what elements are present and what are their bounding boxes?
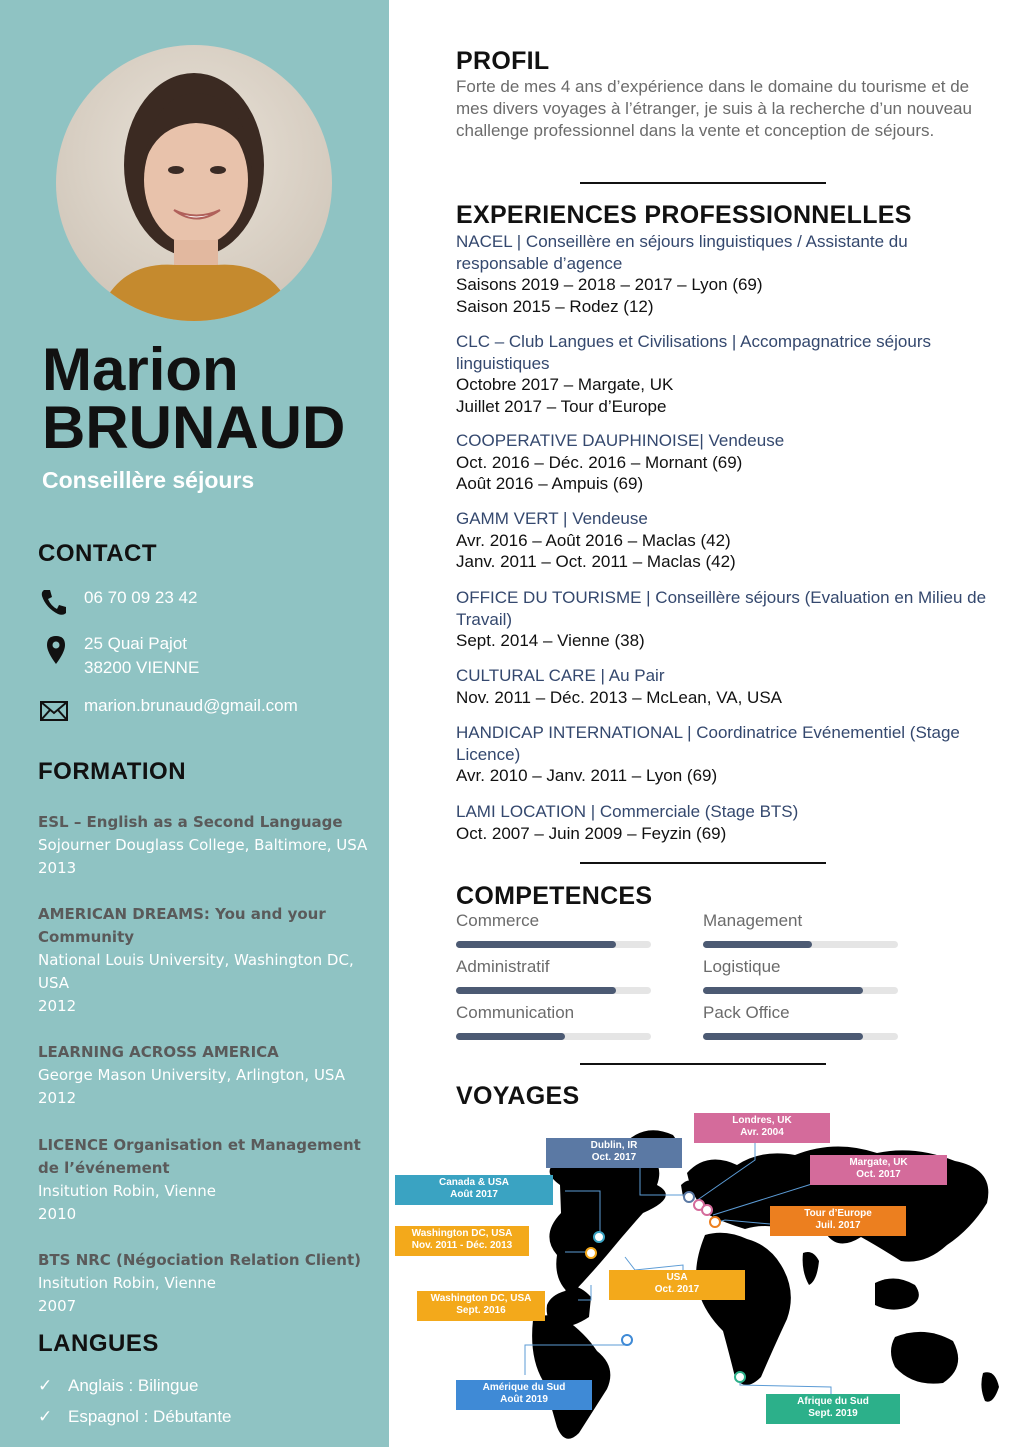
profil-text: Forte de mes 4 ans d’expérience dans le domaine du tourisme et de mes divers voyages à l’étranger, je suis à la recherche d’un nouveau challenge professionnel dans la vente et conception de séjours.: [456, 77, 972, 140]
first-name: Marion: [42, 336, 239, 403]
voyage-place: Canada & USA: [438, 1177, 509, 1188]
voyages-heading: VOYAGES: [456, 1082, 580, 1110]
formation-year: 2010: [38, 1205, 77, 1223]
language-label: Espagnol : Débutante: [68, 1407, 232, 1426]
last-name: BRUNAUD: [42, 394, 346, 461]
formation-school: National Louis University, Washington DC, USA: [38, 951, 354, 992]
voyage-place: Londres, UK: [732, 1115, 792, 1126]
voyage-date: Sept. 2019: [808, 1408, 858, 1419]
skill-bar-fill: [456, 941, 616, 948]
voyage-date: Oct. 2017: [654, 1284, 700, 1295]
voyage-place: Margate, UK: [849, 1157, 908, 1168]
language-item: [38, 1407, 232, 1427]
experience-date: Oct. 2007 – Juin 2009 – Feyzin (69): [456, 823, 727, 843]
voyage-date: Sept. 2016: [456, 1305, 506, 1316]
experience-item: [456, 430, 996, 495]
experiences-heading: EXPERIENCES PROFESSIONNELLES: [456, 201, 912, 229]
divider: [580, 862, 826, 864]
divider: [580, 1063, 826, 1065]
experience-item: [456, 587, 996, 652]
voyage-place: Washington DC, USA: [430, 1293, 532, 1304]
langues-heading: LANGUES: [38, 1330, 159, 1357]
experience-title: COOPERATIVE DAUPHINOISE| Vendeuse: [456, 431, 785, 450]
skill-bar-track: [456, 1033, 651, 1040]
skill-bar-fill: [456, 987, 616, 994]
formation-item: [38, 903, 378, 1018]
formation-title: LEARNING ACROSS AMERICA: [38, 1043, 279, 1061]
experience-item: [456, 331, 996, 417]
experience-date: Nov. 2011 – Déc. 2013 – McLean, VA, USA: [456, 687, 783, 707]
voyage-date: Nov. 2011 - Déc. 2013: [411, 1240, 513, 1251]
formation-item: [38, 1249, 378, 1318]
formation-item: [38, 811, 378, 880]
voyage-date: Oct. 2017: [591, 1152, 637, 1163]
envelope-icon: [38, 694, 70, 726]
formation-school: Insitution Robin, Vienne: [38, 1182, 217, 1200]
phone-icon: [38, 586, 70, 618]
experience-title: NACEL | Conseillère en séjours linguistiques / Assistante du responsable d’agence: [456, 232, 908, 273]
language-label: Anglais : Bilingue: [68, 1376, 199, 1395]
experience-date: Janv. 2011 – Oct. 2011 – Maclas (42): [456, 552, 736, 571]
profile-photo: [56, 45, 332, 321]
formation-item: [38, 1134, 378, 1226]
experience-title: CULTURAL CARE | Au Pair: [456, 666, 665, 685]
voyage-date: Oct. 2017: [856, 1169, 901, 1180]
voyage-place: Amérique du Sud: [482, 1382, 566, 1393]
experience-item: [456, 801, 996, 844]
skill-item: [703, 911, 898, 931]
experience-date: Avr. 2016 – Août 2016 – Maclas (42): [456, 530, 731, 550]
formation-heading: FORMATION: [38, 758, 187, 785]
address: [84, 632, 199, 680]
voyage-date: Juil. 2017: [815, 1220, 861, 1231]
experience-date: Saison 2015 – Rodez (12): [456, 296, 654, 316]
skill-item: [703, 1003, 898, 1023]
voyage-tag: [609, 1270, 745, 1300]
skill-item: [456, 957, 651, 977]
voyage-tag: [456, 1380, 592, 1410]
experience-date: Août 2016 – Ampuis (69): [456, 474, 644, 493]
skill-bar-fill: [703, 1033, 863, 1040]
experience-title: LAMI LOCATION | Commerciale (Stage BTS): [456, 802, 799, 821]
sidebar: [0, 0, 389, 1447]
voyage-tag: [694, 1113, 830, 1143]
skill-bar-fill: [703, 987, 863, 994]
experience-item: [456, 665, 996, 708]
language-item: [38, 1376, 198, 1396]
contact-heading: CONTACT: [38, 540, 158, 567]
divider: [580, 182, 826, 184]
formation-school: George Mason University, Arlington, USA: [38, 1066, 345, 1084]
experience-item: [456, 231, 996, 317]
formation-item: [38, 1041, 378, 1110]
voyage-place: Dublin, IR: [590, 1140, 638, 1151]
skill-bar-track: [703, 987, 898, 994]
email-link[interactable]: marion.brunaud@gmail.com: [84, 696, 298, 715]
voyage-date: Août 2019: [500, 1394, 548, 1405]
experience-title: OFFICE DU TOURISME | Conseillère séjours (Evaluation en Milieu de Travail): [456, 588, 987, 629]
skill-label: Administratif: [456, 957, 550, 976]
check-icon: ✓: [38, 1407, 53, 1426]
experience-item: [456, 508, 996, 573]
formation-title: AMERICAN DREAMS: You and your Community: [38, 905, 326, 946]
experience-item: [456, 722, 996, 787]
voyage-place: Tour d’Europe: [804, 1208, 872, 1219]
skill-bar-fill: [703, 941, 812, 948]
voyage-tag: [395, 1226, 529, 1256]
experience-date: Avr. 2010 – Janv. 2011 – Lyon (69): [456, 766, 718, 785]
skill-item: [456, 1003, 651, 1023]
formation-year: 2013: [38, 859, 77, 877]
skill-bar-track: [456, 987, 651, 994]
formation-title: BTS NRC (Négociation Relation Client): [38, 1251, 361, 1269]
formation-school: Insitution Robin, Vienne: [38, 1274, 217, 1292]
formation-title: LICENCE Organisation et Management de l’événement: [38, 1136, 361, 1177]
voyage-place: Washington DC, USA: [411, 1228, 513, 1239]
voyage-date: Avr. 2004: [740, 1127, 784, 1138]
skill-bar-track: [703, 1033, 898, 1040]
world-map: [395, 1105, 1023, 1447]
experience-title: GAMM VERT | Vendeuse: [456, 509, 648, 528]
voyage-tag: [770, 1206, 906, 1236]
formation-title: ESL – English as a Second Language: [38, 813, 343, 831]
formation-year: 2012: [38, 1089, 77, 1107]
experience-date: Octobre 2017 – Margate, UK: [456, 375, 674, 394]
location-pin-icon: [38, 632, 70, 664]
phone-number[interactable]: 06 70 09 23 42: [84, 588, 198, 607]
skill-label: Commerce: [456, 911, 540, 930]
formation-school: Sojourner Douglass College, Baltimore, USA: [38, 836, 368, 854]
address-line1: 25 Quai Pajot: [84, 634, 188, 653]
competences-heading: COMPETENCES: [456, 882, 653, 910]
skill-label: Pack Office: [703, 1003, 790, 1022]
skill-label: Communication: [456, 1003, 575, 1022]
skill-bar-fill: [456, 1033, 565, 1040]
formation-year: 2007: [38, 1297, 77, 1315]
voyage-tag: [766, 1394, 900, 1424]
experience-date: Sept. 2014 – Vienne (38): [456, 631, 645, 650]
voyage-tag: [417, 1291, 545, 1321]
skill-item: [456, 911, 651, 931]
experience-date: Juillet 2017 – Tour d’Europe: [456, 396, 667, 416]
voyage-tag: [810, 1155, 947, 1185]
voyage-tag: [546, 1138, 682, 1168]
voyage-date: Août 2017: [450, 1189, 498, 1200]
skill-label: Management: [703, 911, 803, 930]
voyage-tag: [395, 1175, 553, 1205]
job-title: Conseillère séjours: [42, 467, 255, 493]
experience-title: CLC – Club Langues et Civilisations | Accompagnatrice séjours linguistiques: [456, 332, 931, 373]
profil-heading: PROFIL: [456, 47, 550, 75]
experience-title: HANDICAP INTERNATIONAL | Coordinatrice Evénementiel (Stage Licence): [456, 723, 960, 764]
skill-bar-track: [456, 941, 651, 948]
experience-date: Saisons 2019 – 2018 – 2017 – Lyon (69): [456, 275, 763, 294]
address-line2: 38200 VIENNE: [84, 658, 200, 677]
voyage-place: Afrique du Sud: [797, 1396, 869, 1407]
skill-bar-track: [703, 941, 898, 948]
voyage-place: USA: [666, 1272, 688, 1283]
skill-item: [703, 957, 898, 977]
formation-year: 2012: [38, 997, 77, 1015]
check-icon: ✓: [38, 1376, 53, 1395]
experience-date: Oct. 2016 – Déc. 2016 – Mornant (69): [456, 452, 743, 472]
skill-label: Logistique: [703, 957, 781, 976]
